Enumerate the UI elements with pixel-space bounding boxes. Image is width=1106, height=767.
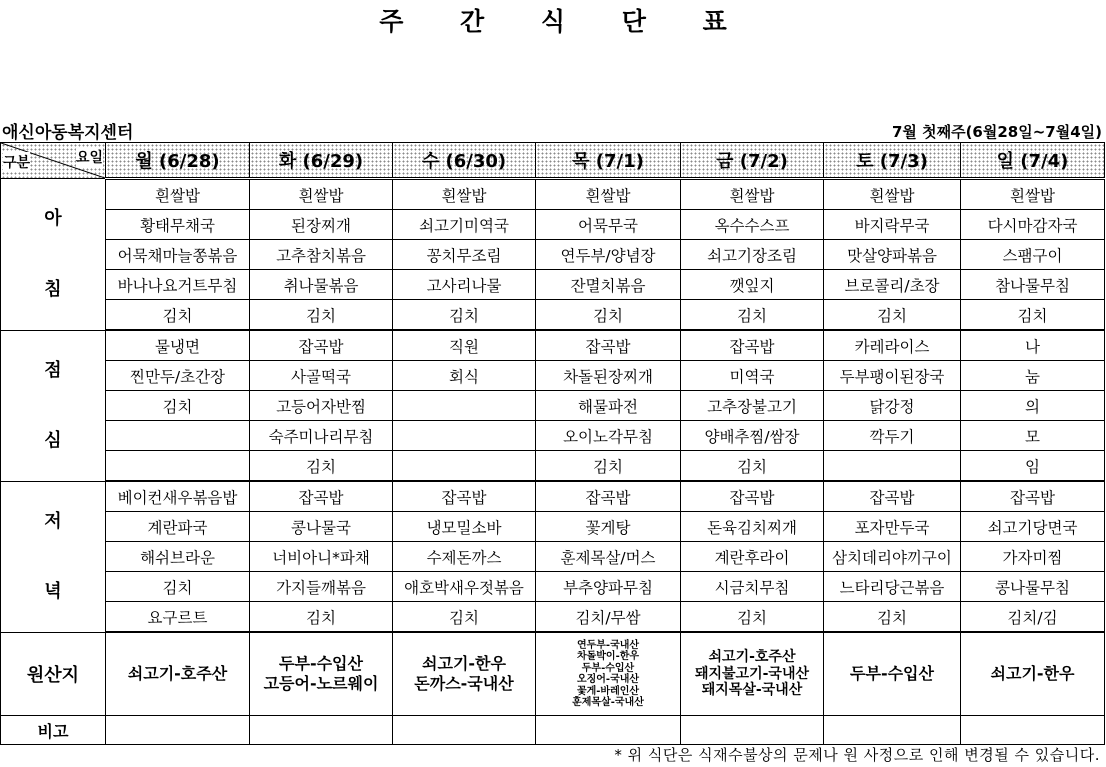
menu-item: 된장찌개 [250,210,393,240]
menu-item: 참나물무침 [961,270,1105,300]
menu-item [393,451,536,482]
menu-item: 잡곡밥 [681,481,824,512]
menu-item: 어묵무국 [536,210,681,240]
origin-line: 쇠고기-한우 [990,664,1075,683]
remarks-cell [250,716,393,745]
day-header: 화 (6/29) [250,143,393,179]
origin-cell [681,632,824,716]
menu-item: 바지락무국 [824,210,961,240]
menu-row [1,512,1105,542]
menu-row [1,210,1105,240]
menu-item: 김치 [106,572,250,602]
remarks-cell [106,716,250,745]
menu-item: 포자만두국 [824,512,961,542]
origin-label: 원산지 [1,632,106,716]
menu-item: 회식 [393,361,536,391]
menu-item [824,451,961,482]
day-header-row [1,143,1105,179]
menu-item: 옥수수스프 [681,210,824,240]
origin-line: 연두부-국내산 [576,639,640,651]
origin-line: 돼지불고기-국내산 [694,665,809,682]
menu-item: 임 [961,451,1105,482]
weekly-menu-table [0,142,1105,745]
week-label: 7월 첫째주(6월28일~7월4일) [891,123,1102,141]
origin-cell [393,632,536,716]
menu-item [393,391,536,421]
menu-item: 잡곡밥 [536,330,681,361]
menu-item: 훈제목살/머스 [536,542,681,572]
menu-item: 황태무채국 [106,210,250,240]
menu-item: 김치 [536,451,681,482]
day-header: 수 (6/30) [393,143,536,179]
corner-header [1,143,106,179]
menu-item: 숙주미나리무침 [250,421,393,451]
menu-item: 모 [961,421,1105,451]
menu-item: 나 [961,330,1105,361]
menu-item: 깍두기 [824,421,961,451]
menu-item: 스팸구이 [961,240,1105,270]
menu-item: 김치 [536,300,681,331]
menu-item: 카레라이스 [824,330,961,361]
menu-item [106,451,250,482]
menu-item: 김치 [393,602,536,633]
menu-item [393,421,536,451]
menu-item: 흰쌀밥 [393,179,536,210]
menu-item: 흰쌀밥 [681,179,824,210]
menu-item: 어묵채마늘쫑볶음 [106,240,250,270]
menu-item: 너비아니*파채 [250,542,393,572]
meal-label-bottom: 녁 [44,580,62,602]
menu-item: 해물파전 [536,391,681,421]
menu-item: 바나나요거트무침 [106,270,250,300]
menu-row [1,572,1105,602]
menu-item: 김치 [250,300,393,331]
origin-line: 두부-수입산 [581,662,635,674]
menu-item: 김치 [681,451,824,482]
menu-item: 김치 [824,300,961,331]
remarks-cell [961,716,1105,745]
menu-item: 깻잎지 [681,270,824,300]
origin-line: 돈까스-국내산 [414,674,514,693]
menu-item: 두부팽이된장국 [824,361,961,391]
origin-line: 두부-수입산 [850,664,934,683]
menu-item: 흰쌀밥 [536,179,681,210]
origin-cell [961,632,1105,716]
menu-item: 콩나물국 [250,512,393,542]
menu-item: 계란파국 [106,512,250,542]
meal-label-top: 아 [44,208,62,230]
corner-category-label: 구분 [3,152,30,172]
menu-row [1,602,1105,633]
menu-item: 연두부/양념장 [536,240,681,270]
menu-item: 김치 [106,391,250,421]
day-header: 월 (6/28) [106,143,250,179]
menu-item: 시금치무침 [681,572,824,602]
menu-item: 다시마감자국 [961,210,1105,240]
menu-item: 김치 [393,300,536,331]
menu-item: 잡곡밥 [393,481,536,512]
meal-label-top: 저 [44,510,62,532]
origin-line: 돼지목살-국내산 [701,682,803,699]
menu-item: 닭강정 [824,391,961,421]
menu-item: 요구르트 [106,602,250,633]
menu-item: 김치 [106,300,250,331]
menu-item: 김치/김 [961,602,1105,633]
menu-item: 느타리당근볶음 [824,572,961,602]
menu-row [1,421,1105,451]
menu-item: 오이노각무침 [536,421,681,451]
origin-line: 두부-수입산 [279,654,363,673]
organization-name: 애신아동복지센터 [2,123,134,143]
menu-item: 쇠고기당면국 [961,512,1105,542]
origin-line: 쇠고기-한우 [422,654,506,673]
menu-item: 고추참치볶음 [250,240,393,270]
menu-item: 가자미찜 [961,542,1105,572]
corner-day-label: 요일 [76,147,103,167]
menu-item: 고추장불고기 [681,391,824,421]
origin-line: 고등어-노르웨이 [263,674,379,693]
menu-item: 차돌된장찌개 [536,361,681,391]
menu-item: 찐만두/초간장 [106,361,250,391]
remarks-row [1,716,1105,745]
origin-line: 쇠고기-호주산 [708,648,796,665]
menu-item: 물냉면 [106,330,250,361]
menu-row [1,481,1105,512]
menu-item: 미역국 [681,361,824,391]
menu-item: 잡곡밥 [250,481,393,512]
menu-item: 맛살양파볶음 [824,240,961,270]
menu-item: 잡곡밥 [250,330,393,361]
menu-row [1,240,1105,270]
menu-item: 취나물볶음 [250,270,393,300]
meal-label-bottom: 침 [44,278,62,300]
remarks-cell [536,716,681,745]
menu-item: 고사리나물 [393,270,536,300]
menu-item: 콩나물무침 [961,572,1105,602]
origin-line: 훈제목살-국내산 [572,697,644,708]
menu-item: 잔멸치볶음 [536,270,681,300]
menu-item: 사골떡국 [250,361,393,391]
menu-item: 흰쌀밥 [961,179,1105,210]
menu-item: 브로콜리/초장 [824,270,961,300]
menu-item: 잡곡밥 [824,481,961,512]
menu-item: 돈육김치찌개 [681,512,824,542]
menu-item: 부추양파무침 [536,572,681,602]
menu-item: 김치 [681,300,824,331]
menu-item: 김치 [681,602,824,633]
menu-item: 잡곡밥 [681,330,824,361]
menu-item: 흰쌀밥 [106,179,250,210]
menu-item: 흰쌀밥 [250,179,393,210]
menu-item: 계란후라이 [681,542,824,572]
meal-label [1,179,106,331]
day-header: 토 (7/3) [824,143,961,179]
day-header: 일 (7/4) [961,143,1105,179]
remarks-cell [824,716,961,745]
menu-row [1,300,1105,331]
footnote: * 위 식단은 식재수불상의 문제나 원 사정으로 인해 변경될 수 있습니다. [614,746,1100,764]
menu-item: 수제돈까스 [393,542,536,572]
meal-label [1,481,106,632]
menu-item: 김치 [250,451,393,482]
menu-row [1,270,1105,300]
menu-item: 잡곡밥 [961,481,1105,512]
meal-label-top: 점 [44,359,62,381]
origin-cell [824,632,961,716]
menu-item: 김치/무쌈 [536,602,681,633]
menu-item: 꽁치무조림 [393,240,536,270]
menu-item: 김치 [961,300,1105,331]
meal-label [1,330,106,481]
menu-item: 쇠고기장조림 [681,240,824,270]
menu-item: 김치 [824,602,961,633]
origin-cell [536,632,681,716]
menu-row [1,451,1105,482]
origin-line: 꽃게-바레인산 [576,685,640,697]
menu-item: 애호박새우젓볶음 [393,572,536,602]
menu-item: 잡곡밥 [536,481,681,512]
menu-item: 꽃게탕 [536,512,681,542]
page-title: 주 간 식 단 표 [379,7,751,36]
meal-label-bottom: 심 [44,429,62,451]
menu-row [1,179,1105,210]
origin-cell [106,632,250,716]
remarks-cell [681,716,824,745]
remarks-cell [393,716,536,745]
day-header: 금 (7/2) [681,143,824,179]
menu-item: 삼치데리야끼구이 [824,542,961,572]
menu-item: 해쉬브라운 [106,542,250,572]
menu-row [1,330,1105,361]
origin-line: 쇠고기-호주산 [127,664,228,683]
menu-row [1,391,1105,421]
menu-row [1,542,1105,572]
menu-item: 쇠고기미역국 [393,210,536,240]
origin-line: 오징어-국내산 [576,674,640,685]
menu-item: 가지들깨볶음 [250,572,393,602]
origin-cell [250,632,393,716]
menu-item: 냉모밀소바 [393,512,536,542]
menu-item: 베이컨새우볶음밥 [106,481,250,512]
origin-row [1,632,1105,716]
origin-line: 차돌박이-한우 [576,651,640,662]
day-header: 목 (7/1) [536,143,681,179]
menu-item: 양배추찜/쌈장 [681,421,824,451]
menu-item: 눔 [961,361,1105,391]
menu-item: 직원 [393,330,536,361]
menu-item: 의 [961,391,1105,421]
menu-item: 흰쌀밥 [824,179,961,210]
menu-item [106,421,250,451]
menu-item: 고등어자반찜 [250,391,393,421]
menu-body [1,179,1105,633]
remarks-label: 비고 [1,716,106,745]
menu-item: 김치 [250,602,393,633]
menu-row [1,361,1105,391]
